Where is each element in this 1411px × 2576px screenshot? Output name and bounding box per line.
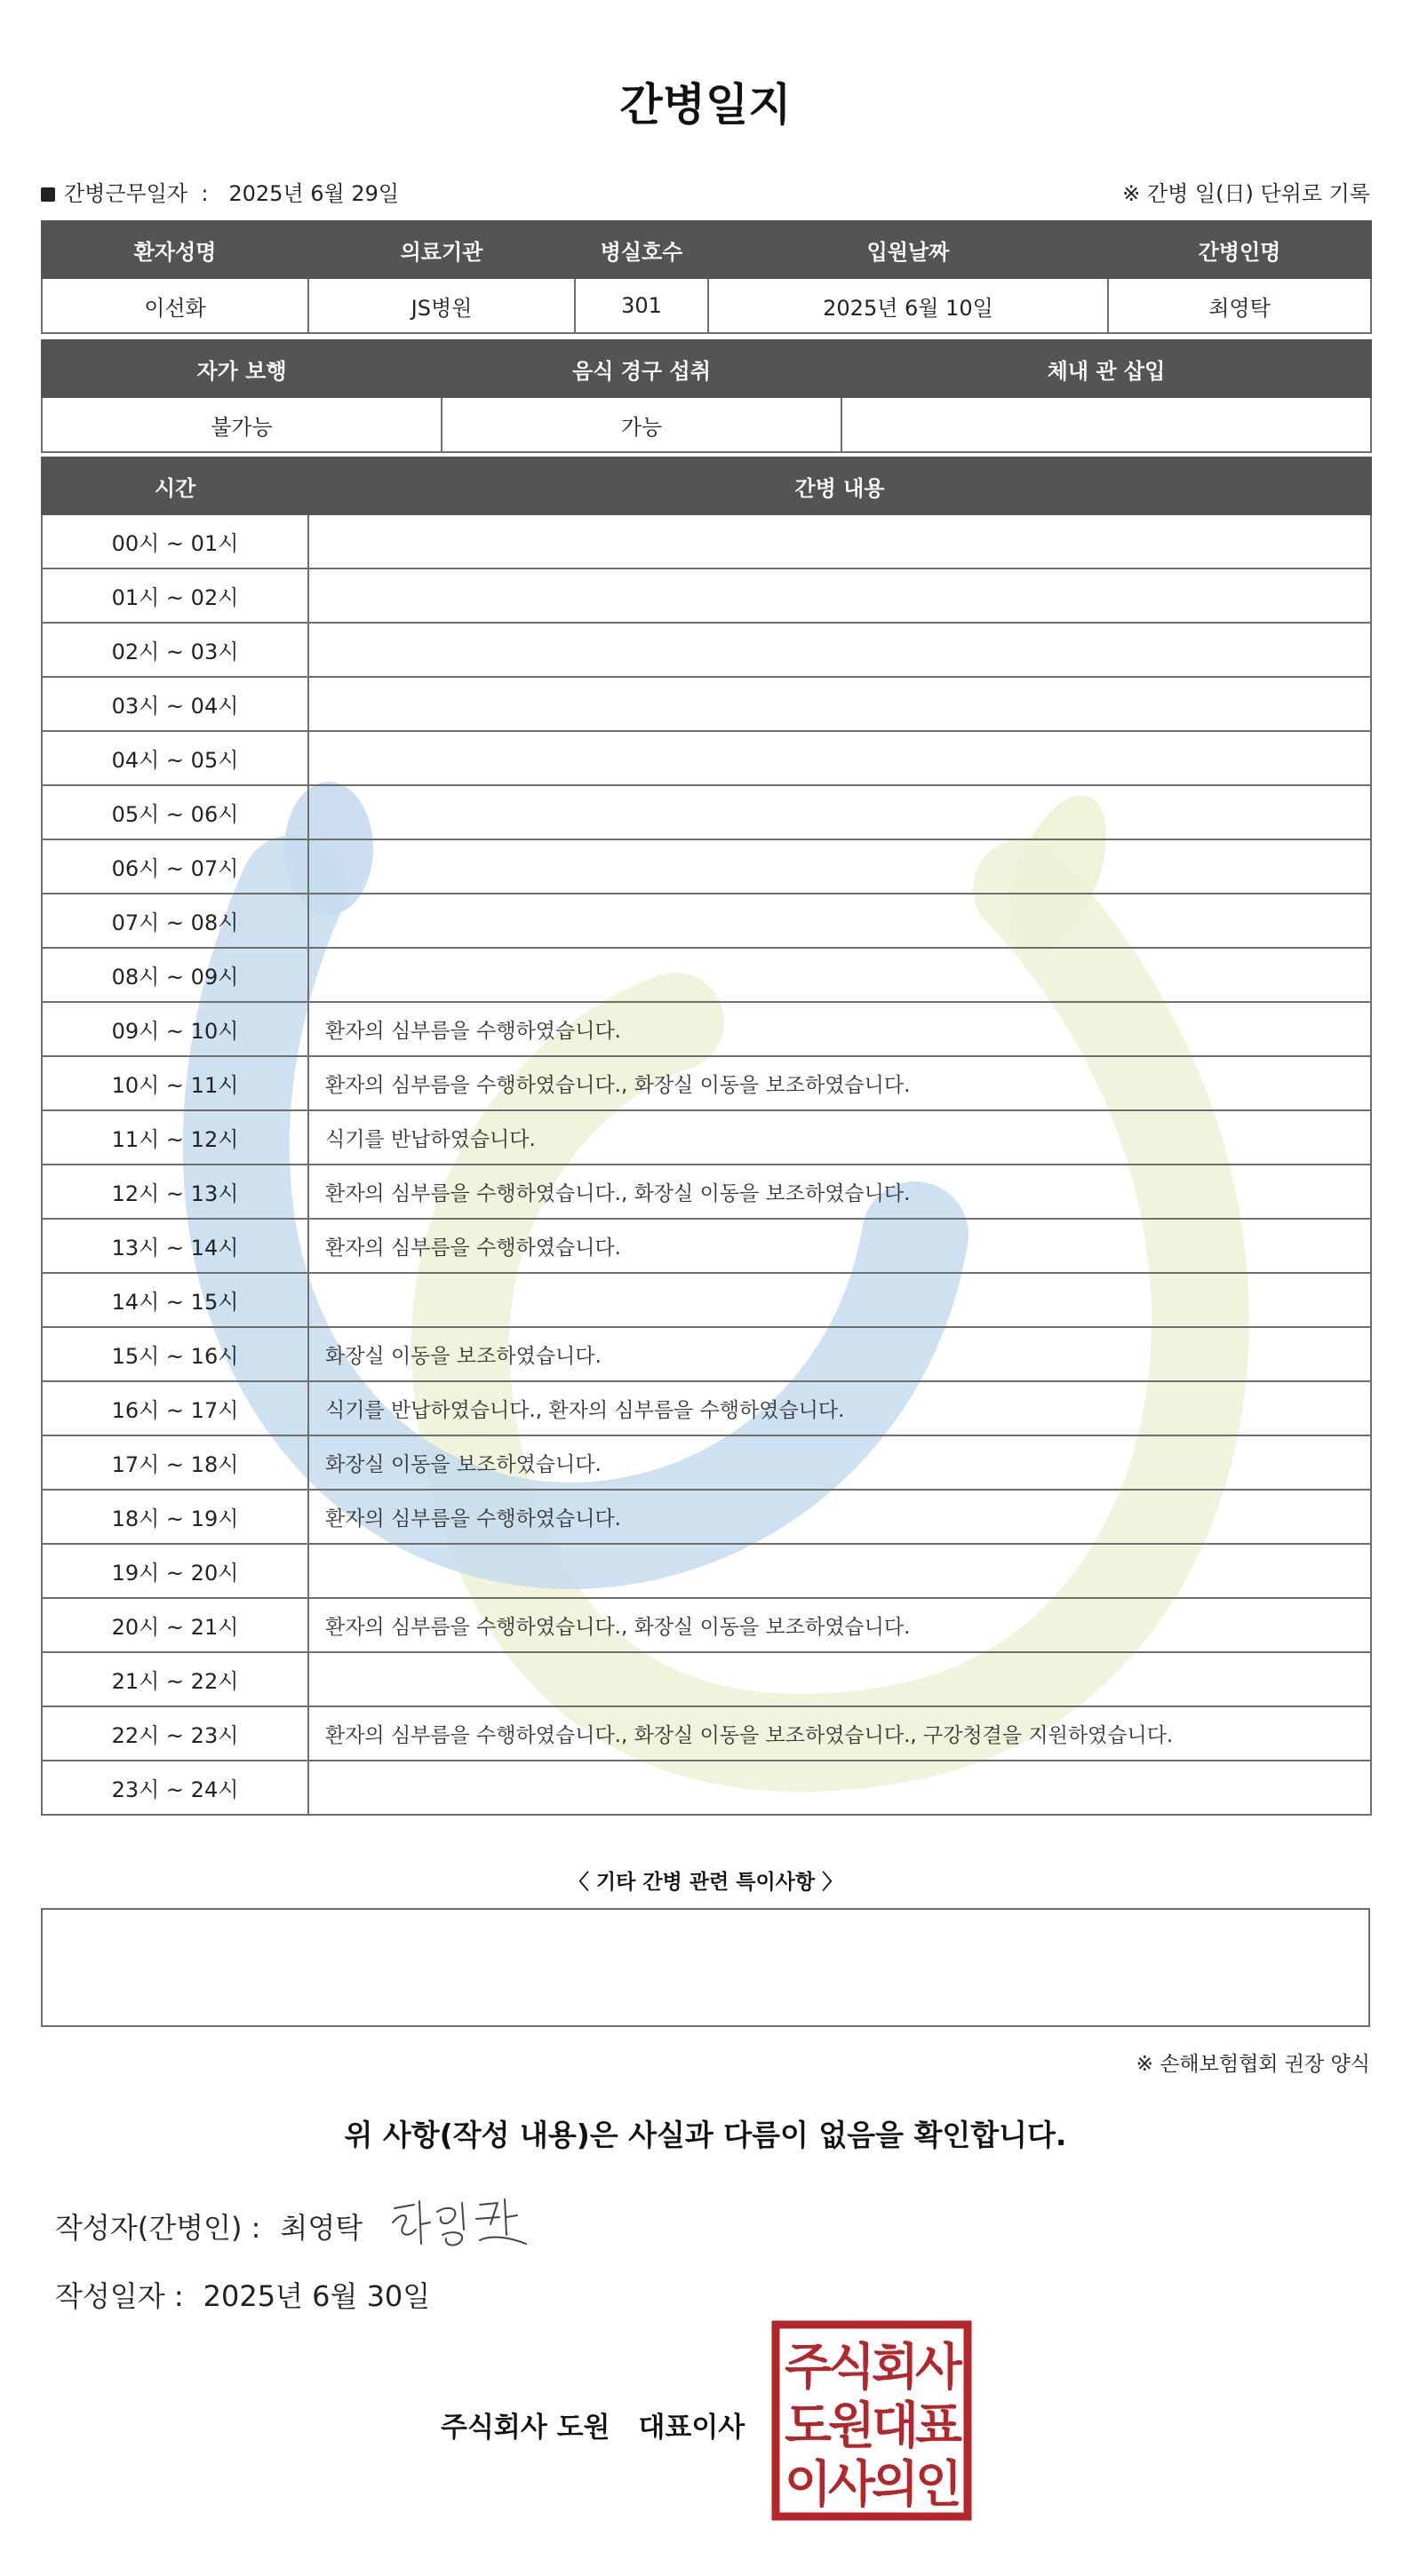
- writer-row: [55, 2206, 363, 2246]
- log-row: [42, 1219, 1371, 1273]
- log-row: [42, 1544, 1371, 1598]
- oral-intake-value: 가능: [442, 397, 841, 452]
- log-row: [42, 1706, 1371, 1761]
- log-content: 환자의 심부름을 수행하였습니다., 화장실 이동을 보조하였습니다.: [308, 1165, 1371, 1219]
- log-row: [42, 677, 1371, 731]
- patient-header-row: [42, 221, 1371, 278]
- log-time: 02시 ~ 03시: [42, 623, 308, 677]
- log-row: [42, 785, 1371, 839]
- status-header-row: [42, 340, 1371, 397]
- header-care-content: 간병 내용: [308, 457, 1371, 514]
- log-time: 03시 ~ 04시: [42, 677, 308, 731]
- log-row: [42, 514, 1371, 568]
- header-room: 병실호수: [575, 221, 708, 278]
- patient-name: 이선화: [42, 278, 308, 333]
- log-time: 22시 ~ 23시: [42, 1706, 308, 1761]
- admission-date: 2025년 6월 10일: [708, 278, 1108, 333]
- written-date-label: 작성일자 :: [55, 2279, 184, 2313]
- log-row: [42, 1381, 1371, 1435]
- recommendation-note: ※ 손해보험협회 권장 양식: [1136, 2053, 1370, 2076]
- log-time: 06시 ~ 07시: [42, 839, 308, 894]
- log-row: [42, 1327, 1371, 1381]
- log-time: 00시 ~ 01시: [42, 514, 308, 568]
- room-number: 301: [575, 278, 708, 333]
- bullet-square-icon: [41, 187, 55, 202]
- log-row: [42, 1435, 1371, 1490]
- log-content: [308, 839, 1371, 894]
- log-time: 12시 ~ 13시: [42, 1165, 308, 1219]
- log-content: 화장실 이동을 보조하였습니다.: [308, 1435, 1371, 1490]
- log-row: [42, 1165, 1371, 1219]
- header-admission-date: 입원날짜: [708, 221, 1108, 278]
- log-time: 15시 ~ 16시: [42, 1327, 308, 1381]
- log-row: [42, 1652, 1371, 1706]
- log-body: [42, 514, 1371, 1815]
- log-time: 23시 ~ 24시: [42, 1761, 308, 1815]
- self-walking-value: 불가능: [42, 397, 442, 452]
- log-time: 07시 ~ 08시: [42, 894, 308, 948]
- care-date-label: 간병근무일자: [64, 181, 188, 206]
- log-content: 화장실 이동을 보조하였습니다.: [308, 1327, 1371, 1381]
- log-time: 17시 ~ 18시: [42, 1435, 308, 1490]
- log-content: [308, 894, 1371, 948]
- handwritten-signature: [384, 2185, 535, 2256]
- log-content: [308, 514, 1371, 568]
- log-time: 10시 ~ 11시: [42, 1056, 308, 1110]
- log-time: 11시 ~ 12시: [42, 1110, 308, 1165]
- log-time: 09시 ~ 10시: [42, 1002, 308, 1056]
- company-name: 주식회사 도원: [441, 2412, 610, 2444]
- seal-text-line: 주식회사: [785, 2339, 963, 2397]
- patient-value-row: [42, 278, 1371, 333]
- log-row: [42, 894, 1371, 948]
- header-time: 시간: [42, 457, 308, 514]
- log-time: 05시 ~ 06시: [42, 785, 308, 839]
- care-log-table: [41, 457, 1372, 1816]
- log-content: [308, 1761, 1371, 1815]
- tube-insertion-value: [841, 397, 1371, 452]
- log-row: [42, 1490, 1371, 1544]
- log-time: 16시 ~ 17시: [42, 1381, 308, 1435]
- header-patient-name: 환자성명: [42, 221, 308, 278]
- log-content: 환자의 심부름을 수행하였습니다.: [308, 1490, 1371, 1544]
- care-date-row: [41, 176, 399, 207]
- log-row: [42, 948, 1371, 1002]
- log-row: [42, 623, 1371, 677]
- header-caregiver-name: 간병인명: [1108, 221, 1371, 278]
- log-time: 13시 ~ 14시: [42, 1219, 308, 1273]
- log-content: 환자의 심부름을 수행하였습니다., 화장실 이동을 보조하였습니다.: [308, 1056, 1371, 1110]
- status-value-row: [42, 397, 1371, 452]
- log-content: 환자의 심부름을 수행하였습니다.: [308, 1002, 1371, 1056]
- writer-name: 최영탁: [280, 2211, 363, 2245]
- care-date-value: 2025년 6월 29일: [228, 181, 400, 206]
- log-content: [308, 623, 1371, 677]
- header-oral-intake: 음식 경구 섭취: [442, 340, 841, 397]
- page-title: 간병일지: [619, 79, 792, 131]
- caregiver-name: 최영탁: [1108, 278, 1371, 333]
- log-time: 20시 ~ 21시: [42, 1598, 308, 1652]
- remarks-box: [41, 1908, 1370, 2027]
- log-content: 환자의 심부름을 수행하였습니다., 화장실 이동을 보조하였습니다., 구강청결을 지원하였습니다.: [308, 1706, 1371, 1761]
- log-content: [308, 568, 1371, 623]
- log-time: 21시 ~ 22시: [42, 1652, 308, 1706]
- company-line: [441, 2405, 745, 2445]
- log-row: [42, 1002, 1371, 1056]
- log-row: [42, 568, 1371, 623]
- log-time: 18시 ~ 19시: [42, 1490, 308, 1544]
- log-row: [42, 1761, 1371, 1815]
- log-content: [308, 677, 1371, 731]
- header-tube-insertion: 체내 관 삽입: [841, 340, 1371, 397]
- log-row: [42, 1056, 1371, 1110]
- log-content: [308, 731, 1371, 785]
- written-date-row: [55, 2274, 430, 2315]
- log-time: 14시 ~ 15시: [42, 1273, 308, 1327]
- log-content: [308, 1273, 1371, 1327]
- log-time: 04시 ~ 05시: [42, 731, 308, 785]
- log-row: [42, 839, 1371, 894]
- header-hospital: 의료기관: [308, 221, 575, 278]
- log-time: 01시 ~ 02시: [42, 568, 308, 623]
- care-date-separator: :: [201, 181, 209, 206]
- log-row: [42, 1598, 1371, 1652]
- log-row: [42, 731, 1371, 785]
- seal-text-line: 도원대표: [785, 2397, 962, 2455]
- log-time: 08시 ~ 09시: [42, 948, 308, 1002]
- log-header-row: [42, 457, 1371, 514]
- patient-status-table: [41, 339, 1372, 453]
- unit-note: ※ 간병 일(日) 단위로 기록: [1122, 181, 1370, 206]
- header-self-walking: 자가 보행: [42, 340, 442, 397]
- company-seal: [771, 2320, 972, 2521]
- log-row: [42, 1273, 1371, 1327]
- seal-text-line: 이사의인: [785, 2456, 959, 2514]
- log-content: [308, 785, 1371, 839]
- log-content: [308, 948, 1371, 1002]
- remarks-title: 〈 기타 간병 관련 특이사항 〉: [568, 1871, 843, 1894]
- log-row: [42, 1110, 1371, 1165]
- written-date-value: 2025년 6월 30일: [203, 2279, 431, 2313]
- hospital-name: JS병원: [308, 278, 575, 333]
- log-content: [308, 1652, 1371, 1706]
- company-representative: 대표이사: [638, 2412, 745, 2444]
- log-content: 환자의 심부름을 수행하였습니다., 화장실 이동을 보조하였습니다.: [308, 1598, 1371, 1652]
- log-content: [308, 1544, 1371, 1598]
- patient-info-table: [41, 220, 1372, 334]
- log-content: 식기를 반납하였습니다., 환자의 심부름을 수행하였습니다.: [308, 1381, 1371, 1435]
- log-time: 19시 ~ 20시: [42, 1544, 308, 1598]
- confirmation-statement: 위 사항(작성 내용)은 사실과 다름이 없음을 확인합니다.: [344, 2118, 1067, 2152]
- log-content: 환자의 심부름을 수행하였습니다.: [308, 1219, 1371, 1273]
- writer-label: 작성자(간병인) :: [55, 2211, 261, 2245]
- log-content: 식기를 반납하였습니다.: [308, 1110, 1371, 1165]
